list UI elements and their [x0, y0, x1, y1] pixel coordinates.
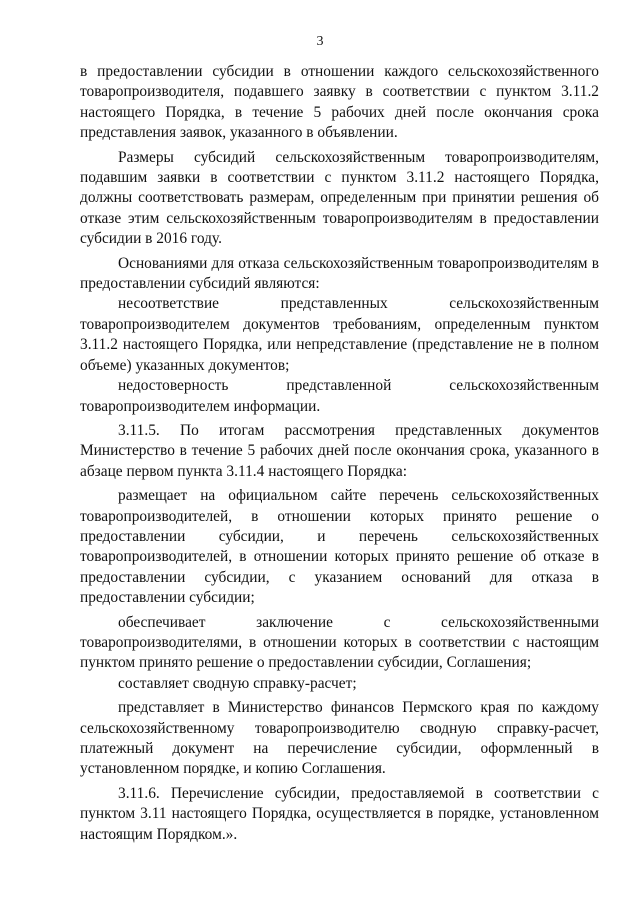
page-number: 3	[316, 34, 324, 49]
paragraph-refusal-grounds: Основаниями для отказа сельскохозяйственным товаропроизводителям в предоставлении субсидий являются:	[80, 254, 599, 293]
paragraph-clause-3-11-5: 3.11.5. По итогам рассмотрения представленных документов Министерство в течение 5 рабочих дней после окончания срока, указанного в абзаце первом пункта 3.11.4 настоящего Порядка:	[80, 421, 599, 480]
paragraph-submits-to-ministry: представляет в Министерство финансов Пермского края по каждому сельскохозяйственному товаропроизводителю сводную справку-расчет, платежный документ на перечисление субсидии, оформленный в установленном порядке, и копию Соглашения.	[80, 699, 599, 778]
paragraph-publishes-lists: размещает на официальном сайте перечень сельскохозяйственных товаропроизводителей, в отношении которых принято решение о предоставлении субсидии, и перечень сельскохозяйственных товаропроизводителей, в отношении которых принято решение об отказе в предоставлении субсидии, с указанием оснований для отказа в предоставлении субсидии;	[80, 487, 599, 607]
paragraph-agreement: обеспечивает заключение с сельскохозяйственными товаропроизводителями, в отношении которых в соответствии с настоящим пунктом принято решение о предоставлении субсидии, Соглашения;	[80, 613, 599, 672]
paragraph-summary-calculation: составляет сводную справку-расчет;	[118, 674, 357, 692]
paragraph-continuation: в предоставлении субсидии в отношении каждого сельскохозяйственного товаропроизводителя, подавшего заявку в соответствии с пунктом 3.11.2 настоящего Порядка, в течение 5 рабочих дней после окончания срока представления заявок, указанного в объявлении.	[80, 63, 599, 142]
paragraph-ground-unreliable-info: недостоверность представленной сельскохозяйственным товаропроизводителем информации.	[80, 377, 599, 415]
paragraph-clause-3-11-6: 3.11.6. Перечисление субсидии, предоставляемой в соответствии с пунктом 3.11 настоящего Порядка, осуществляется в порядке, установленном настоящим Порядком.».	[80, 784, 599, 843]
paragraph-subsidy-amounts: Размеры субсидий сельскохозяйственным товаропроизводителям, подавшим заявки в соответствии с пунктом 3.11.2 настоящего Порядка, должны соответствовать размерам, определенным при принятии решения об отказе этим сельскохозяйственным товаропроизводителям в предоставлении субсидии в 2016 году.	[80, 148, 599, 248]
document-body	[80, 62, 599, 845]
paragraph-ground-documents: несоответствие представленных сельскохозяйственным товаропроизводителем документов требованиям, определенным пунктом 3.11.2 настоящего Порядка, или непредставление (представление не в полном объеме) указанных документов;	[80, 295, 599, 374]
